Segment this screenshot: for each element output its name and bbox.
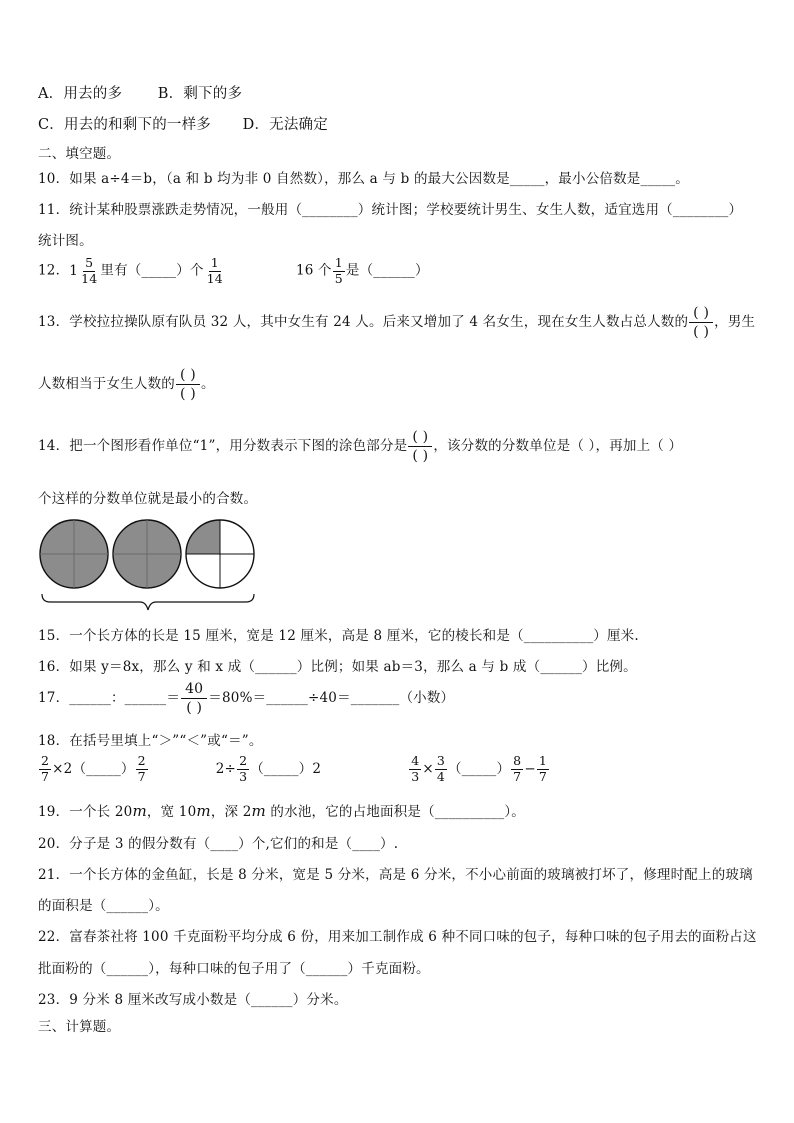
- question-16: 16．如果 y＝8x，那么 y 和 x 成（______）比例；如果 ab＝3，那么 a 与 b 成（______）比例。: [38, 659, 637, 675]
- q17-frac-den: ( ): [186, 700, 203, 716]
- q18-e3-f3-den: 7: [513, 768, 522, 784]
- q18-e2-f-num: 2: [239, 753, 248, 768]
- q17-frac-num: 40: [181, 680, 207, 699]
- q12-frac3-num: 1: [334, 255, 343, 270]
- option-d: D．无法确定: [242, 117, 328, 133]
- q18-e3-f2-den: 4: [436, 768, 446, 784]
- q18-e3-f4-num: 1: [538, 753, 547, 768]
- question-15: 15．一个长方体的长是 15 厘米，宽是 12 厘米，高是 8 厘米，它的棱长和是（__________）厘米.: [38, 628, 639, 644]
- q18-e3-f2-num: 3: [436, 753, 446, 768]
- q13-text-b: ，男生: [714, 314, 756, 330]
- q14-fraction-blank: [408, 428, 432, 465]
- q18-e1-f2-den: 7: [137, 768, 146, 784]
- q12-frac2-den: 14: [206, 270, 223, 286]
- q13-blank-num: ( ): [689, 304, 713, 323]
- q18-e3-f3-num: 8: [513, 753, 522, 768]
- question-13-line-1: [38, 304, 755, 341]
- q14-text-a: 14．把一个图形看作单位“1”，用分数表示下图的涂色部分是: [38, 438, 408, 454]
- q14-blank-num: ( ): [408, 428, 432, 447]
- q18-e3-minus: −: [524, 760, 536, 777]
- q12-part2-prefix: 16 个: [295, 262, 332, 279]
- section-heading-calculation: 三、计算题。: [38, 1019, 121, 1035]
- question-12: [38, 256, 429, 286]
- q18-e2-a: 2÷: [215, 760, 237, 777]
- option-a: A．用去的多: [38, 86, 123, 102]
- question-19: [38, 800, 525, 820]
- q18-e2-b: （_____）2: [250, 760, 322, 777]
- question-14-line-2: 个这样的分数单位就是最小的合数。: [38, 491, 258, 507]
- q19-a: 19．一个长 20: [38, 804, 133, 820]
- q12-frac2-num: 1: [210, 255, 219, 270]
- q19-d: 的水池，它的占地面积是（__________）。: [265, 804, 525, 820]
- option-b: B．剩下的多: [157, 86, 243, 102]
- question-11-line-2: 统计图。: [38, 233, 93, 249]
- question-20: 20．分子是 3 的假分数有（____）个,它们的和是（____）.: [38, 836, 399, 852]
- shaded-circles-figure: [36, 516, 266, 612]
- q18-expression-1: [38, 753, 149, 784]
- q12-whole: 1: [69, 263, 79, 279]
- q19-unit-1: m: [132, 802, 147, 820]
- question-17: [38, 680, 454, 717]
- q18-e3-f4-den: 7: [538, 768, 547, 784]
- option-c: C．用去的和剩下的一样多: [38, 117, 211, 133]
- q19-b: ，宽 10: [146, 804, 197, 820]
- q18-e1-f1-den: 7: [41, 768, 50, 784]
- q13-fraction-blank-2: [176, 366, 200, 403]
- circle-1: [40, 520, 108, 588]
- question-21-line-1: 21．一个长方体的金鱼缸，长是 8 分米，宽是 5 分米，高是 6 分米，不小心前面的玻璃被打坏了，修理时配上的玻璃: [38, 867, 753, 883]
- q13-blank-num-2: ( ): [176, 366, 200, 385]
- q12-frac3-den: 5: [334, 270, 343, 286]
- q13-blank-den: ( ): [693, 324, 710, 340]
- q18-e3-mid: （_____）: [448, 760, 511, 777]
- q12-number: 12．: [38, 262, 70, 279]
- question-22-line-2: 批面粉的（______），每种口味的包子用了（______）千克面粉。: [38, 961, 430, 977]
- brace: [42, 594, 254, 610]
- q19-c: ，深 2: [210, 804, 252, 820]
- q18-e3-f1-den: 3: [411, 768, 420, 784]
- circles-group: [40, 520, 254, 588]
- q12-text-2: 是（______）: [345, 262, 429, 279]
- q12-mixed-number: [69, 256, 100, 286]
- question-10: 10．如果 a÷4＝b，（a 和 b 均为非 0 自然数），那么 a 与 b 的最大公因数是_____，最小公倍数是_____。: [38, 171, 689, 187]
- q18-e1-op: ×2（_____）: [52, 760, 135, 777]
- q18-e3-f1-num: 4: [411, 753, 420, 768]
- circle-3: [186, 520, 254, 588]
- q12-fraction-3: [333, 256, 345, 286]
- q12-fraction-1: [79, 256, 99, 286]
- q18-e2-f-den: 3: [239, 768, 248, 784]
- question-13-line-2: [38, 366, 215, 403]
- q12-frac1-num: 5: [85, 255, 94, 270]
- options-row-1: [38, 82, 242, 103]
- question-22-line-1: 22．富春茶社将 100 千克面粉平均分成 6 份，用来加工制作成 6 种不同口味的包子，每种口味的包子用去的面粉占这: [38, 929, 757, 945]
- question-11-line-1: 11．统计某种股票涨跌走势情况，一般用（________）统计图；学校要统计男生、女生人数，适宜选用（________）: [38, 202, 743, 218]
- question-23: 23．9 分米 8 厘米改写成小数是（______）分米。: [38, 992, 348, 1008]
- q19-unit-3: m: [251, 802, 266, 820]
- q19-unit-2: m: [196, 802, 211, 820]
- q13-text-c: 人数相当于女生人数的: [38, 376, 175, 392]
- options-row-2: [38, 113, 328, 134]
- q14-blank-den: ( ): [412, 448, 429, 464]
- q18-expression-2: [215, 753, 322, 784]
- question-14-line-1: [38, 428, 682, 465]
- q17-part-1: 17．______：______＝: [38, 690, 181, 706]
- q18-e1-f1-num: 2: [41, 753, 50, 768]
- question-18-expressions: [38, 754, 550, 784]
- q18-e1-f2-num: 2: [137, 753, 146, 768]
- q13-blank-den-2: ( ): [180, 386, 196, 402]
- q13-fraction-blank-1: [689, 304, 713, 341]
- q17-fraction: [181, 680, 207, 717]
- q18-expression-3: [408, 753, 550, 784]
- q13-text-a: 13．学校拉拉操队原有队员 32 人，其中女生有 24 人。后来又增加了 4 名女生，现在女生人数占总人数的: [38, 314, 689, 330]
- q14-text-b: ，该分数的分数单位是（ ），再加上（ ）: [433, 438, 683, 454]
- q12-fraction-2: [205, 256, 225, 286]
- question-18-title: 18．在括号里填上“＞”“＜”或“＝”。: [38, 733, 263, 749]
- circle-2: [113, 520, 181, 588]
- question-21-line-2: 的面积是（______）。: [38, 898, 169, 914]
- q12-frac1-den: 14: [81, 270, 98, 286]
- q13-text-d: 。: [200, 376, 215, 392]
- q18-e3-x: ×: [422, 760, 434, 777]
- section-heading-fill-in: 二、填空题。: [38, 146, 121, 162]
- q17-part-2: ＝80%＝______÷40＝_______（小数）: [208, 690, 455, 706]
- q12-text-1: 里有（_____）个: [100, 262, 204, 279]
